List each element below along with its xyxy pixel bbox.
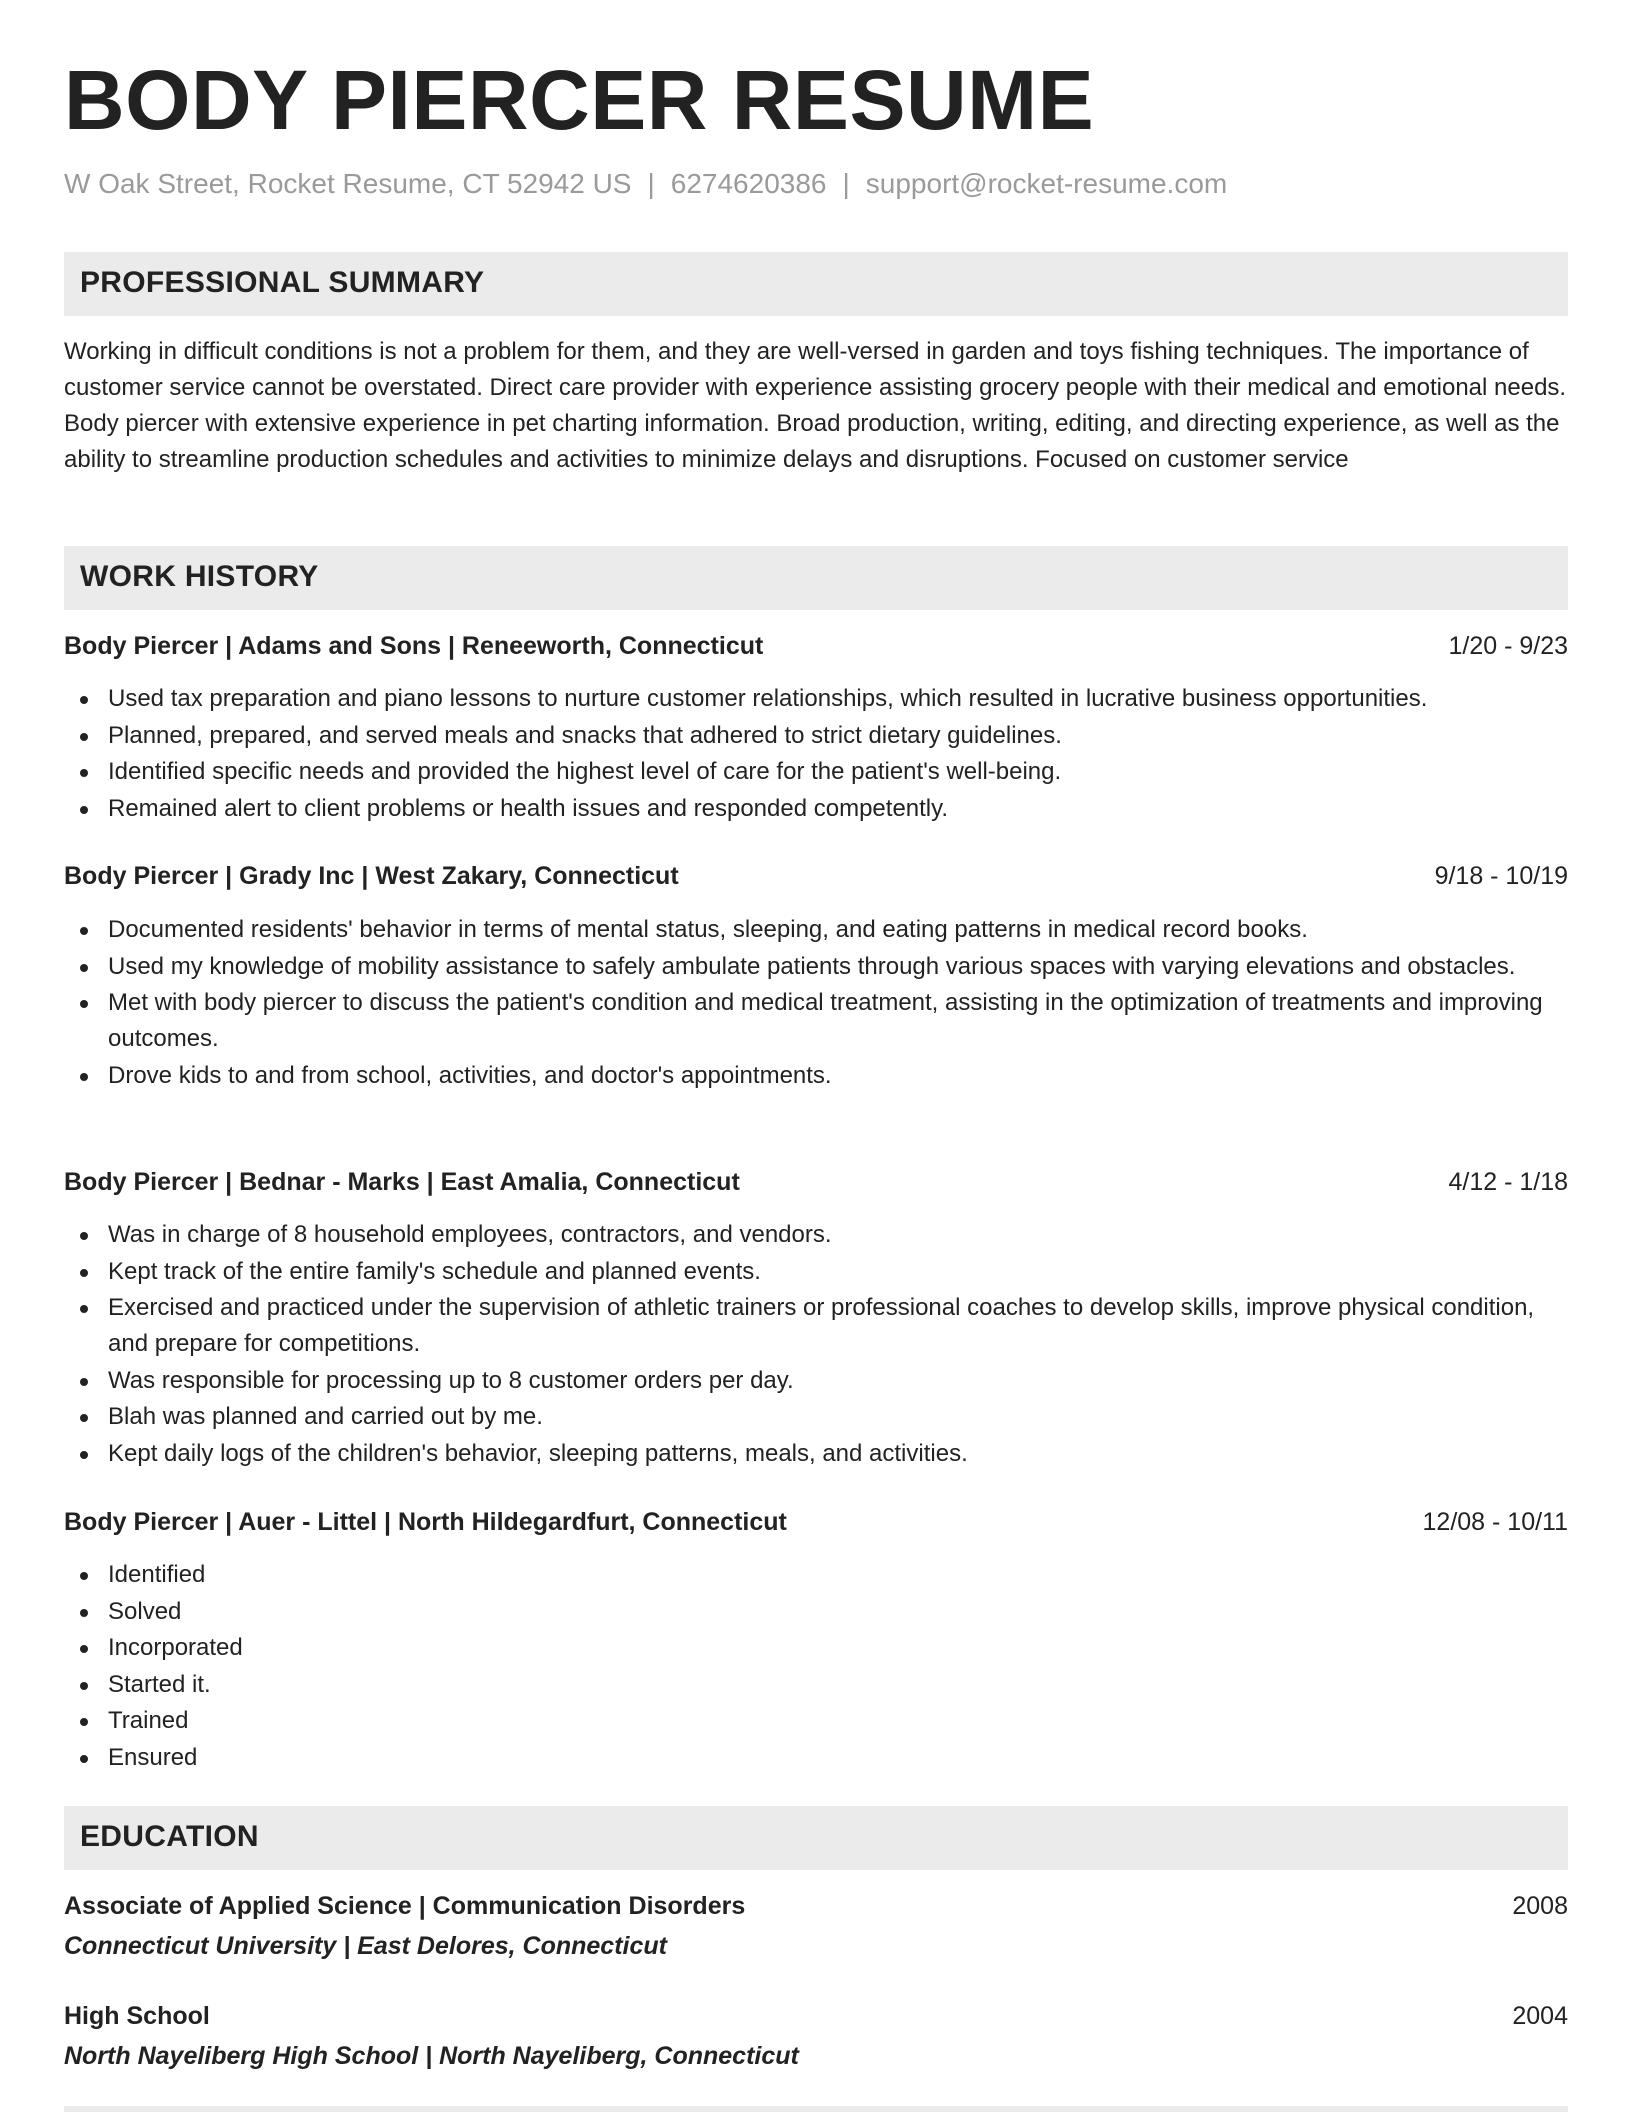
list-item: Was in charge of 8 household employees, contractors, and vendors. <box>64 1217 1568 1253</box>
contact-phone: 6274620386 <box>670 168 827 199</box>
job-header <box>64 1164 1568 1200</box>
contact-separator: | <box>842 168 850 199</box>
section-heading: PROFESSIONAL SUMMARY <box>80 266 485 299</box>
job-dates: 12/08 - 10/11 <box>1422 1508 1568 1536</box>
degree-title: High School <box>64 2002 210 2030</box>
contact-email[interactable]: support@rocket-resume.com <box>865 168 1228 199</box>
list-item: Ensured <box>64 1740 1568 1776</box>
job-bullets <box>64 681 1568 827</box>
job-bullets <box>64 1557 1568 1776</box>
section-heading: WORK HISTORY <box>80 560 319 593</box>
list-item: Planned, prepared, and served meals and snacks that adhered to strict dietary guidelines. <box>64 718 1568 754</box>
list-item: Exercised and practiced under the supervision of athletic trainers or professional coaches to develop skills, improve physical condition, and prepare for competitions. <box>64 1290 1568 1362</box>
job-title: Body Piercer | Adams and Sons | Reneeworth, Connecticut <box>64 632 764 660</box>
list-item: Kept daily logs of the children's behavior, sleeping patterns, meals, and activities. <box>64 1436 1568 1472</box>
job-dates: 4/12 - 1/18 <box>1448 1168 1568 1196</box>
section-header-work-history <box>64 546 1568 610</box>
section-heading: EDUCATION <box>80 1820 259 1853</box>
list-item: Trained <box>64 1703 1568 1739</box>
contact-address: W Oak Street, Rocket Resume, CT 52942 US <box>64 168 632 199</box>
contact-line <box>64 168 1227 200</box>
list-item: Remained alert to client problems or health issues and responded competently. <box>64 791 1568 827</box>
list-item: Incorporated <box>64 1630 1568 1666</box>
resume-title: BODY PIERCER RESUME <box>64 53 1095 147</box>
job-header <box>64 628 1568 664</box>
summary-text: Working in difficult conditions is not a problem for them, and they are well-versed in garden and toys fishing techniques. The importance of customer service cannot be overstated. Direct care provider with experience assisting grocery people with their medical and emotional needs. Body piercer with extensive experience in pet charting information. Broad production, writing, editing, and directing experience, as well as the ability to streamline production schedules and activities to minimize delays and disruptions. Focused on customer service <box>64 338 1567 473</box>
list-item: Identified <box>64 1557 1568 1593</box>
degree-title: Associate of Applied Science | Communication Disorders <box>64 1892 746 1920</box>
job-bullets <box>64 1217 1568 1472</box>
job-dates: 9/18 - 10/19 <box>1434 862 1568 890</box>
list-item: Kept track of the entire family's schedule and planned events. <box>64 1254 1568 1290</box>
list-item: Blah was planned and carried out by me. <box>64 1399 1568 1435</box>
education-year: 2008 <box>1512 1892 1568 1920</box>
job-bullets <box>64 912 1568 1094</box>
section-divider <box>64 2106 1568 2112</box>
list-item: Met with body piercer to discuss the patient's condition and medical treatment, assisting in the optimization of treatments and improving outcomes. <box>64 985 1568 1057</box>
list-item: Used tax preparation and piano lessons to nurture customer relationships, which resulted in lucrative business opportunities. <box>64 681 1568 717</box>
job-header <box>64 1504 1568 1540</box>
job-title: Body Piercer | Grady Inc | West Zakary, Connecticut <box>64 862 679 890</box>
list-item: Started it. <box>64 1667 1568 1703</box>
school-name: Connecticut University | East Delores, Connecticut <box>64 1932 667 1960</box>
list-item: Identified specific needs and provided the highest level of care for the patient's well-being. <box>64 754 1568 790</box>
job-title: Body Piercer | Bednar - Marks | East Amalia, Connecticut <box>64 1168 740 1196</box>
section-header-summary <box>64 252 1568 316</box>
school-name: North Nayeliberg High School | North Nayeliberg, Connecticut <box>64 2042 799 2070</box>
section-header-education <box>64 1806 1568 1870</box>
list-item: Used my knowledge of mobility assistance to safely ambulate patients through various spaces with varying elevations and obstacles. <box>64 949 1568 985</box>
job-header <box>64 858 1568 894</box>
job-title: Body Piercer | Auer - Littel | North Hildegardfurt, Connecticut <box>64 1508 787 1536</box>
education-entry-header <box>64 1998 1568 2034</box>
contact-separator: | <box>647 168 655 199</box>
education-entry-header <box>64 1888 1568 1924</box>
job-dates: 1/20 - 9/23 <box>1448 632 1568 660</box>
list-item: Solved <box>64 1594 1568 1630</box>
list-item: Was responsible for processing up to 8 customer orders per day. <box>64 1363 1568 1399</box>
list-item: Drove kids to and from school, activities, and doctor's appointments. <box>64 1058 1568 1094</box>
list-item: Documented residents' behavior in terms of mental status, sleeping, and eating patterns in medical record books. <box>64 912 1568 948</box>
education-year: 2004 <box>1512 2002 1568 2030</box>
